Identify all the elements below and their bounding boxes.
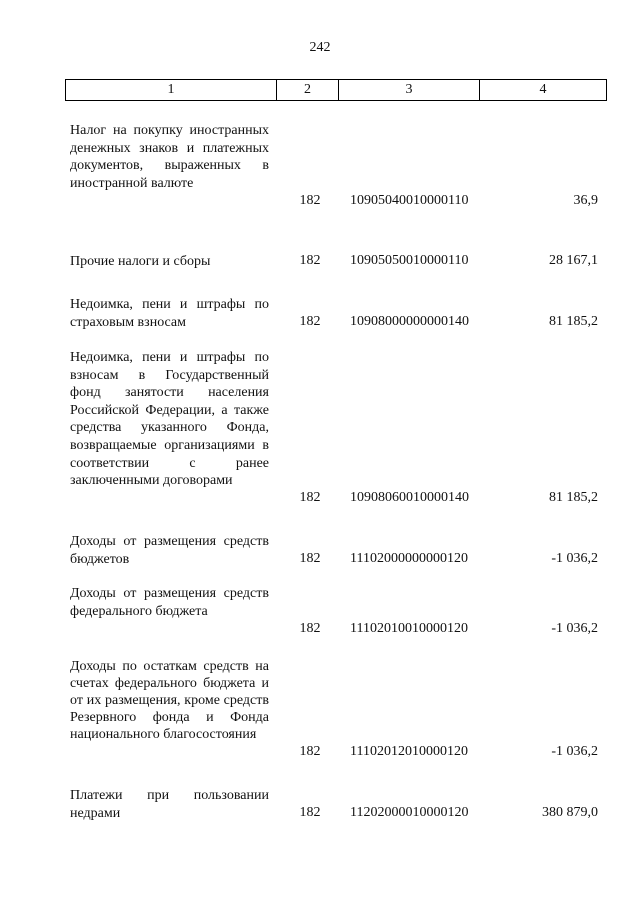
row-amount: -1 036,2 (551, 551, 598, 566)
row-name: Платежи при пользовании недрами (70, 788, 269, 821)
column-header-4: 4 (539, 82, 547, 97)
row-amount: 81 185,2 (549, 490, 598, 505)
row-name: Налог на покупку иностранных денежных знаков и платежных документов, выраженных в иностранной валюте (70, 123, 269, 191)
page-number: 242 (309, 40, 331, 55)
row-code: 182 (299, 253, 321, 268)
row-kbk: 10905040010000110 (350, 193, 469, 208)
row-name: Доходы от размещения средств бюджетов (70, 534, 269, 567)
row-amount: 28 167,1 (549, 253, 598, 268)
column-header-3: 3 (339, 80, 480, 100)
row-amount: -1 036,2 (551, 621, 598, 636)
row-kbk: 10908060010000140 (350, 490, 469, 505)
row-amount: -1 036,2 (551, 744, 598, 759)
row-kbk: 11102012010000120 (350, 744, 468, 759)
row-kbk: 10905050010000110 (350, 253, 469, 268)
row-code: 182 (299, 490, 321, 505)
row-code: 182 (299, 621, 321, 636)
row-name: Доходы по остаткам средств на счетах федерального бюджета и от их размещения, кроме средств Резервного фонда и Фонда национального благосостояния (70, 659, 269, 742)
row-kbk: 10908000000000140 (350, 314, 469, 329)
column-header-2: 2 (277, 80, 339, 100)
row-amount: 380 879,0 (542, 805, 598, 820)
row-code: 182 (299, 314, 321, 329)
row-code: 182 (299, 193, 321, 208)
row-code: 182 (299, 744, 321, 759)
row-name: Прочие налоги и сборы (70, 254, 211, 269)
row-kbk: 11102000000000120 (350, 551, 468, 566)
row-amount: 81 185,2 (549, 314, 598, 329)
row-code: 182 (299, 551, 321, 566)
row-name: Недоимка, пени и штрафы по страховым взносам (70, 297, 269, 330)
column-header-1: 1 (66, 80, 277, 100)
row-code: 182 (299, 805, 321, 820)
row-kbk: 11202000010000120 (350, 805, 469, 820)
row-kbk: 11102010010000120 (350, 621, 468, 636)
column-header-row (65, 79, 607, 101)
row-name: Доходы от размещения средств федерального бюджета (70, 586, 269, 619)
row-amount: 36,9 (573, 193, 598, 208)
row-name: Недоимка, пени и штрафы по взносам в Государственный фонд занятости населения Российской Федерации, а также средства указанного Фонда, возвращаемые организациями в соответствии с ранее заключенными договорами (70, 350, 269, 489)
